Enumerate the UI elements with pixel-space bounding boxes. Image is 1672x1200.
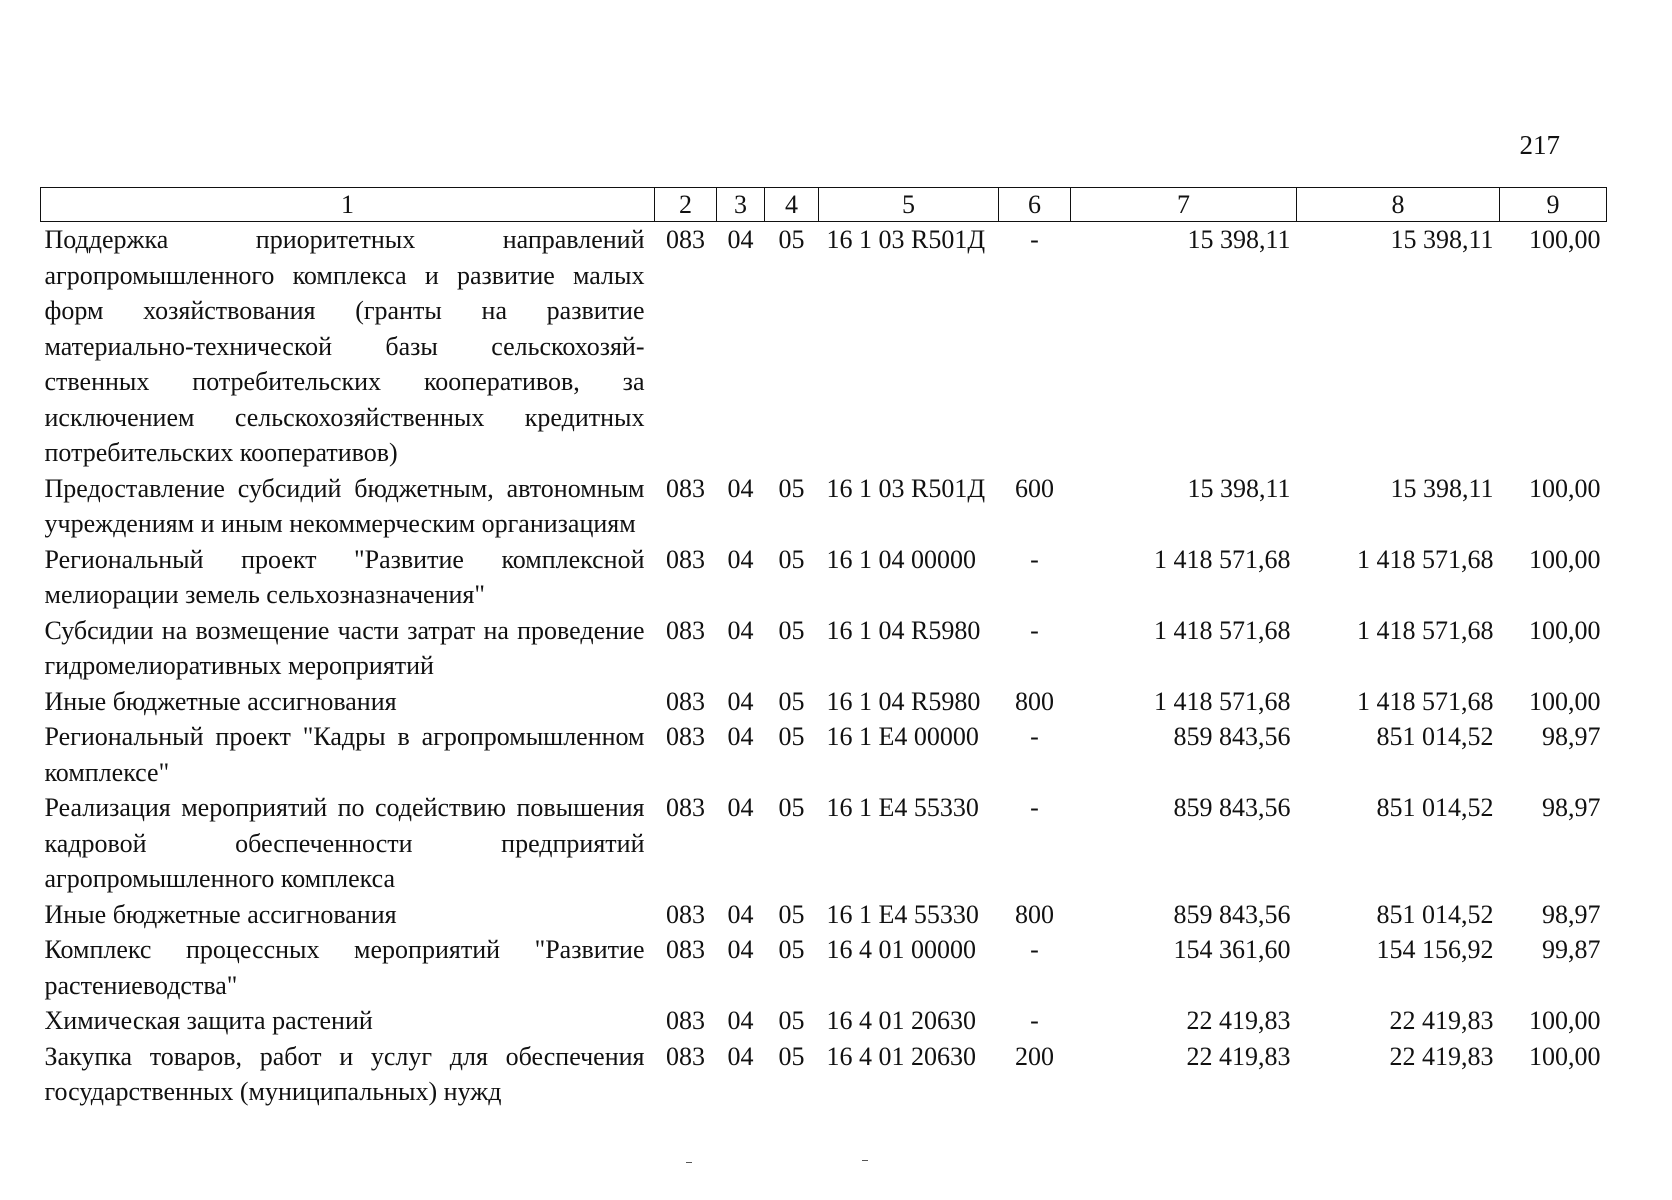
execution-percent: 98,97 [1542,899,1601,929]
actual-amount: 851 014,52 [1376,899,1494,929]
expense-type-code: 600 [1015,473,1054,503]
expense-type-code: - [1030,225,1039,254]
section-code: 04 [727,473,754,503]
actual-amount: 15 398,11 [1390,473,1494,503]
subsection-code: 05 [778,473,805,503]
subsection-code: 05 [778,793,805,822]
table-row [41,222,1607,471]
table-row [41,932,1607,1003]
actual-amount: 1 418 571,68 [1357,615,1494,645]
expense-type-code: 800 [1015,686,1054,716]
actual-amount: 1 418 571,68 [1357,544,1494,574]
execution-percent: 98,97 [1542,722,1601,751]
row-name: Поддержка приоритетных направлений агропромышленного комплекса и развитие малых форм хозяйствования (гранты на развитие материально-технической базы сельскохозяй-ственных потребительских кооперативов, за исключением сельскохозяйственных кредитных потребительских кооперативов) [44,225,645,467]
target-article-code: 16 1 04 00000 [826,544,976,574]
scan-mark [686,1162,692,1163]
subsection-code: 05 [778,615,805,645]
grbs-code: 083 [666,1006,705,1035]
actual-amount: 851 014,52 [1376,793,1494,822]
expense-type-code: 800 [1015,899,1054,929]
subsection-code: 05 [778,686,805,716]
actual-amount: 851 014,52 [1376,722,1494,751]
execution-percent: 100,00 [1529,686,1601,716]
grbs-code: 083 [666,793,705,822]
target-article-code: 16 1 04 R5980 [826,686,981,716]
expense-type-code: - [1030,935,1039,964]
subsection-code: 05 [778,1006,805,1035]
grbs-code: 083 [666,686,705,716]
actual-amount: 154 156,92 [1376,935,1494,964]
execution-percent: 100,00 [1529,225,1601,254]
actual-amount: 15 398,11 [1390,225,1494,254]
table-row [41,897,1607,933]
target-article-code: 16 4 01 20630 [826,1006,976,1035]
grbs-code: 083 [666,225,705,254]
page-number: 217 [1519,130,1560,160]
row-name: Иные бюджетные ассигнования [44,686,397,716]
table-row [41,613,1607,684]
planned-amount: 22 419,83 [1186,1006,1291,1035]
row-name: Реализация мероприятий по содействию повышения кадровой обеспеченности предприятий агропромышленного комплекса [44,793,645,893]
column-header-2: 2 [655,188,717,222]
column-header-5: 5 [819,188,999,222]
table-row [41,790,1607,897]
section-code: 04 [727,793,754,822]
row-name: Региональный проект "Кадры в агропромышленном комплексе" [44,722,645,787]
planned-amount: 859 843,56 [1173,899,1291,929]
expense-type-code: - [1030,793,1039,822]
column-header-7: 7 [1071,188,1297,222]
scan-mark [862,1160,868,1161]
row-name: Закупка товаров, работ и услуг для обеспечения государственных (муниципальных) нужд [44,1041,645,1106]
table-header [41,188,1607,222]
budget-table [40,187,1607,1110]
grbs-code: 083 [666,1041,705,1071]
table-row [41,1003,1607,1039]
execution-percent: 100,00 [1529,544,1601,574]
table-row [41,1039,1607,1110]
column-header-9: 9 [1500,188,1607,222]
table-body [41,222,1607,1110]
expense-type-code: - [1030,615,1039,645]
execution-percent: 100,00 [1529,473,1601,503]
target-article-code: 16 4 01 00000 [826,935,976,964]
header-row [41,188,1607,222]
expense-type-code: - [1030,722,1039,751]
row-name: Региональный проект "Развитие комплексной мелиорации земель сельхозназначения" [44,544,645,609]
planned-amount: 15 398,11 [1187,225,1291,254]
grbs-code: 083 [666,722,705,751]
target-article-code: 16 1 04 R5980 [826,615,981,645]
section-code: 04 [727,686,754,716]
column-header-1: 1 [41,188,655,222]
target-article-code: 16 1 E4 55330 [826,793,979,822]
target-article-code: 16 1 E4 00000 [826,722,979,751]
target-article-code: 16 1 E4 55330 [826,899,979,929]
section-code: 04 [727,1041,754,1071]
table-row [41,684,1607,720]
expense-type-code: 200 [1015,1041,1054,1071]
section-code: 04 [727,544,754,574]
expense-type-code: - [1030,544,1039,574]
planned-amount: 15 398,11 [1187,473,1291,503]
row-name: Предоставление субсидий бюджетным, автономным учреждениям и иным некоммерческим организациям [44,473,645,538]
grbs-code: 083 [666,899,705,929]
section-code: 04 [727,899,754,929]
section-code: 04 [727,615,754,645]
actual-amount: 22 419,83 [1389,1006,1494,1035]
actual-amount: 1 418 571,68 [1357,686,1494,716]
planned-amount: 1 418 571,68 [1154,615,1291,645]
subsection-code: 05 [778,935,805,964]
column-header-8: 8 [1297,188,1500,222]
row-name: Комплекс процессных мероприятий "Развитие растениеводства" [44,935,645,1000]
row-name: Субсидии на возмещение части затрат на проведение гидромелиоративных мероприятий [44,615,645,680]
expense-type-code: - [1030,1006,1039,1035]
column-header-6: 6 [999,188,1071,222]
subsection-code: 05 [778,544,805,574]
section-code: 04 [727,935,754,964]
planned-amount: 22 419,83 [1186,1041,1291,1071]
execution-percent: 98,97 [1542,793,1601,822]
column-header-4: 4 [765,188,819,222]
table-row [41,542,1607,613]
row-name: Химическая защита растений [44,1006,373,1035]
subsection-code: 05 [778,899,805,929]
planned-amount: 1 418 571,68 [1154,686,1291,716]
grbs-code: 083 [666,615,705,645]
subsection-code: 05 [778,1041,805,1071]
planned-amount: 859 843,56 [1173,793,1291,822]
row-name: Иные бюджетные ассигнования [44,899,397,929]
target-article-code: 16 1 03 R501Д [826,225,986,254]
column-header-3: 3 [717,188,765,222]
section-code: 04 [727,722,754,751]
execution-percent: 99,87 [1542,935,1601,964]
target-article-code: 16 4 01 20630 [826,1041,976,1071]
target-article-code: 16 1 03 R501Д [826,473,986,503]
actual-amount: 22 419,83 [1389,1041,1494,1071]
planned-amount: 154 361,60 [1173,935,1291,964]
grbs-code: 083 [666,473,705,503]
table-row [41,471,1607,542]
grbs-code: 083 [666,935,705,964]
section-code: 04 [727,1006,754,1035]
subsection-code: 05 [778,225,805,254]
table-row [41,719,1607,790]
subsection-code: 05 [778,722,805,751]
execution-percent: 100,00 [1529,1006,1601,1035]
execution-percent: 100,00 [1529,1041,1601,1071]
planned-amount: 859 843,56 [1173,722,1291,751]
execution-percent: 100,00 [1529,615,1601,645]
planned-amount: 1 418 571,68 [1154,544,1291,574]
section-code: 04 [727,225,754,254]
grbs-code: 083 [666,544,705,574]
